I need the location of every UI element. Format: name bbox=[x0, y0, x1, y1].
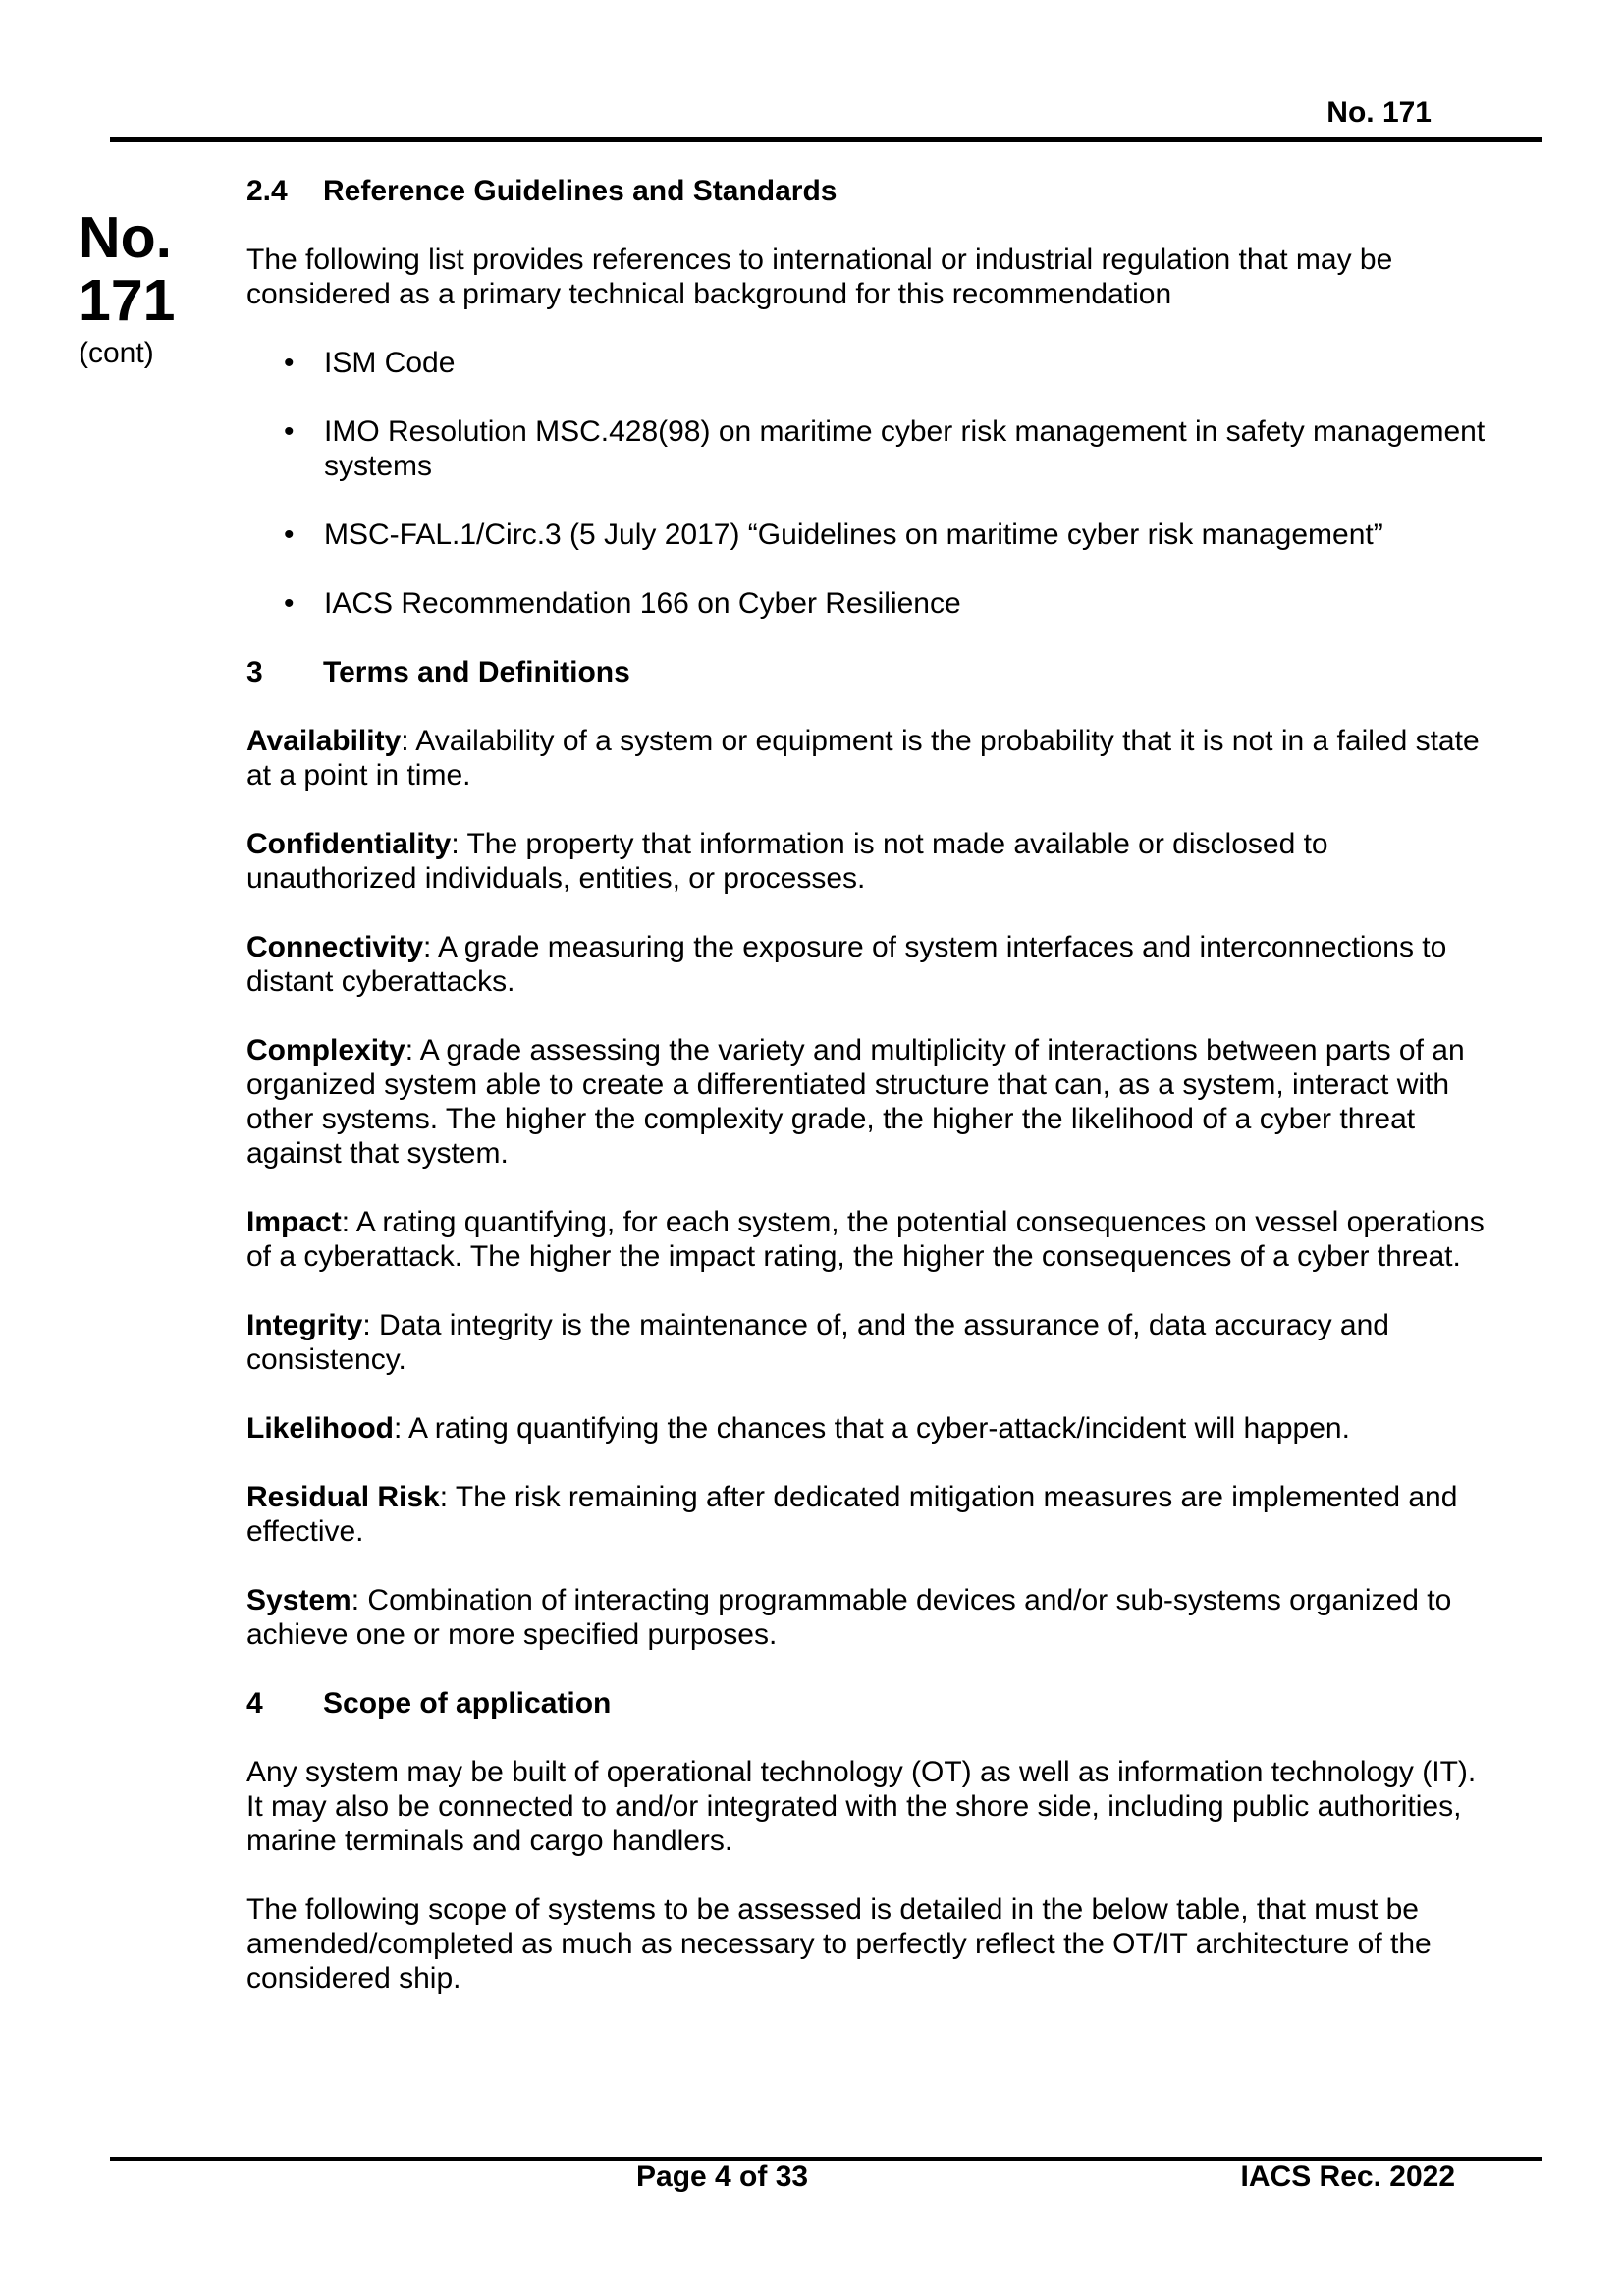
definition-text: : Data integrity is the maintenance of, and the assurance of, data accuracy and consistency. bbox=[246, 1309, 1389, 1376]
definition-term: System bbox=[246, 1584, 351, 1616]
list-item-text: MSC-FAL.1/Circ.3 (5 July 2017) “Guidelines on maritime cyber risk management” bbox=[324, 519, 1383, 551]
definition-term: Residual Risk bbox=[246, 1481, 440, 1513]
section-4-title: Scope of application bbox=[323, 1687, 612, 1720]
section-4-paragraph: Any system may be built of operational technology (OT) as well as information technology (IT). It may also be connected to and/or integrated with the shore side, including public authorities, marine terminals and cargo handlers. bbox=[246, 1756, 1477, 1857]
section-3-title: Terms and Definitions bbox=[323, 656, 630, 688]
definition-term: Integrity bbox=[246, 1309, 363, 1341]
definition-term: Likelihood bbox=[246, 1412, 394, 1445]
definition-system bbox=[246, 1583, 1493, 1652]
definition-residual-risk bbox=[246, 1480, 1493, 1549]
section-2-4-title: Reference Guidelines and Standards bbox=[323, 175, 838, 207]
sidebar-no: No. bbox=[79, 205, 173, 270]
section-2-4-heading bbox=[246, 174, 1493, 208]
section-4-paragraph: The following scope of systems to be assessed is detailed in the below table, that must be amended/completed as much as necessary to perfectly reflect the OT/IT architecture of the considered ship. bbox=[246, 1893, 1432, 1995]
list-item-text: IMO Resolution MSC.428(98) on maritime cyber risk management in safety management systems bbox=[324, 415, 1486, 482]
definition-text: : Availability of a system or equipment is the probability that it is not in a failed state at a point in time. bbox=[246, 725, 1480, 792]
definition-term: Confidentiality bbox=[246, 828, 452, 860]
page-number: Page 4 of 33 bbox=[636, 2160, 809, 2193]
section-3-heading bbox=[246, 655, 1493, 689]
definition-text: : A grade measuring the exposure of system interfaces and interconnections to distant cyberattacks. bbox=[246, 931, 1447, 998]
section-2-4-number: 2.4 bbox=[246, 175, 288, 207]
definition-text: : The property that information is not made available or disclosed to unauthorized individuals, entities, or processes. bbox=[246, 828, 1328, 895]
footer-rec-label: IACS Rec. 2022 bbox=[1240, 2160, 1455, 2193]
definition-integrity bbox=[246, 1308, 1493, 1377]
definition-impact bbox=[246, 1205, 1493, 1274]
definition-text: : The risk remaining after dedicated mitigation measures are implemented and effective. bbox=[246, 1481, 1458, 1548]
list-item-text: ISM Code bbox=[324, 347, 456, 379]
bullet-icon: • bbox=[284, 519, 295, 551]
section-2-4-intro: The following list provides references to international or industrial regulation that may be considered as a primary technical background for this recommendation bbox=[246, 244, 1393, 310]
list-item-text: IACS Recommendation 166 on Cyber Resilience bbox=[324, 587, 961, 620]
definition-confidentiality bbox=[246, 827, 1493, 896]
header-rule bbox=[110, 137, 1542, 142]
definition-term: Impact bbox=[246, 1206, 342, 1238]
main-content bbox=[246, 174, 1493, 2030]
bullet-icon: • bbox=[284, 415, 295, 448]
section-4-heading bbox=[246, 1686, 1493, 1721]
definition-text: : A grade assessing the variety and multiplicity of interactions between parts of an organized system able to create a differentiated structure that can, as a system, interact with other systems. The higher the complexity grade, the higher the likelihood of a cyber threat against that system. bbox=[246, 1034, 1465, 1170]
sidebar-doc-id bbox=[79, 206, 216, 371]
definition-likelihood bbox=[246, 1411, 1493, 1446]
section-4-number: 4 bbox=[246, 1687, 263, 1720]
reference-list bbox=[246, 346, 1493, 621]
definition-text: : Combination of interacting programmable devices and/or sub-systems organized to achieve one or more specified purposes. bbox=[246, 1584, 1452, 1651]
list-item bbox=[246, 346, 1493, 380]
bullet-icon: • bbox=[284, 587, 295, 620]
sidebar-number: 171 bbox=[79, 268, 176, 333]
definition-complexity bbox=[246, 1033, 1493, 1171]
bullet-icon: • bbox=[284, 347, 295, 379]
definition-term: Complexity bbox=[246, 1034, 406, 1066]
definition-term: Connectivity bbox=[246, 931, 424, 963]
sidebar-cont: (cont) bbox=[79, 337, 154, 369]
definition-text: : A rating quantifying the chances that a cyber-attack/incident will happen. bbox=[394, 1412, 1350, 1445]
list-item bbox=[246, 518, 1493, 552]
list-item bbox=[246, 414, 1493, 483]
section-3-number: 3 bbox=[246, 656, 263, 688]
definition-text: : A rating quantifying, for each system, the potential consequences on vessel operations of a cyberattack. The higher the impact rating, the higher the consequences of a cyber threat. bbox=[246, 1206, 1485, 1273]
list-item bbox=[246, 586, 1493, 621]
header-doc-number: No. 171 bbox=[1326, 96, 1432, 129]
definition-availability bbox=[246, 724, 1493, 793]
definition-term: Availability bbox=[246, 725, 402, 757]
definition-connectivity bbox=[246, 930, 1493, 999]
